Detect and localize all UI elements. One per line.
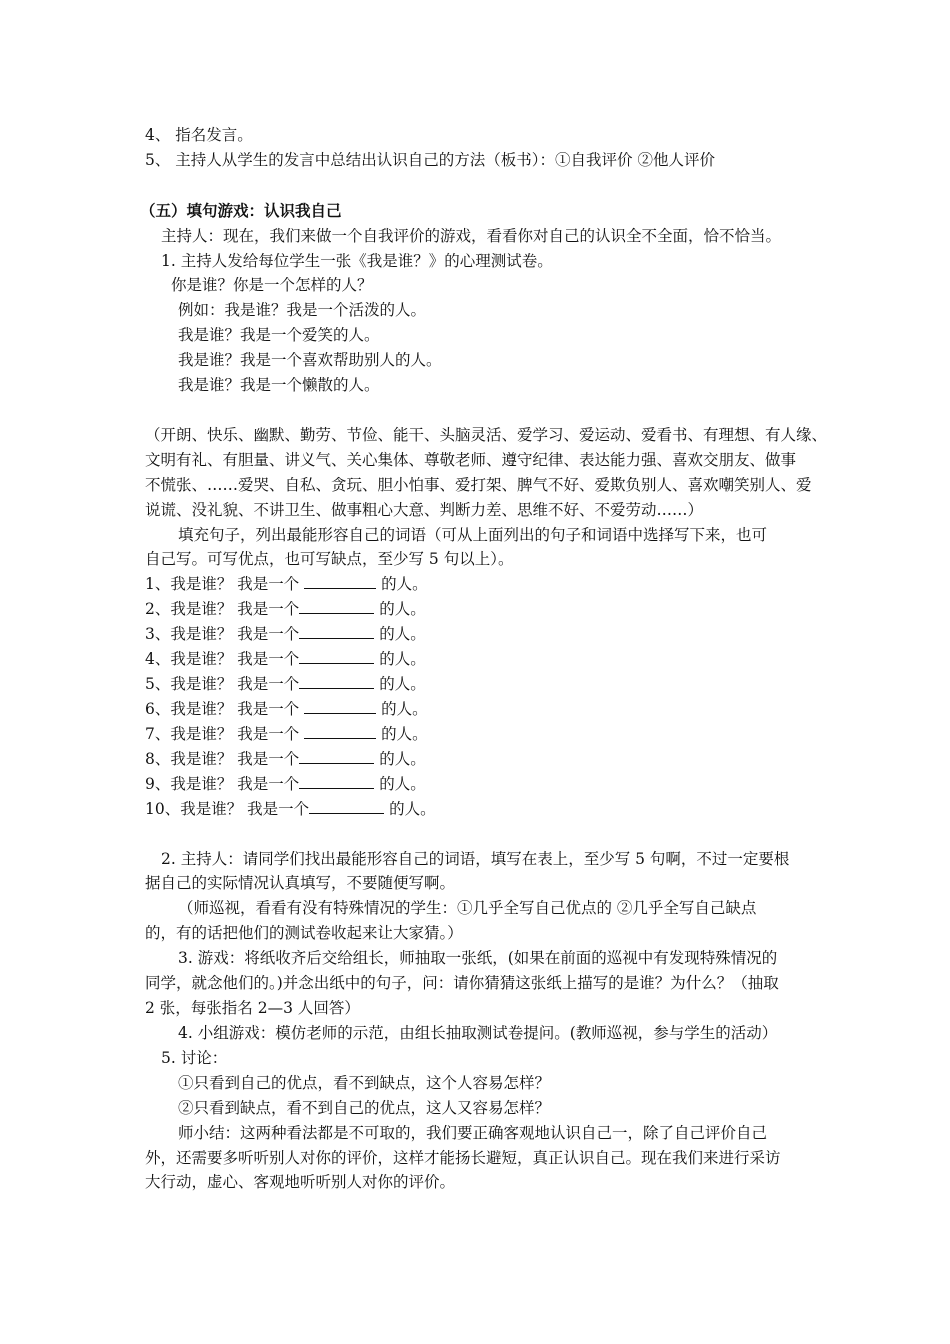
word-list-line: 说谎、没礼貌、不讲卫生、做事粗心大意、判断力差、思维不好、不爱劳动……） <box>145 501 704 519</box>
fill-blank-row <box>145 674 426 694</box>
body-line: ②只看到缺点，看不到自己的优点，这人又容易怎样？ <box>178 1099 551 1117</box>
example-line: 我是谁？我是一个喜欢帮助别人的人。 <box>178 351 442 369</box>
blank-prefix: 9、我是谁？ 我是一个 <box>145 775 300 793</box>
blank-prefix: 3、我是谁？ 我是一个 <box>145 625 300 643</box>
blank-suffix: 的人。 <box>376 575 428 593</box>
fill-blank-row <box>145 624 426 644</box>
body-line: 同学，就念他们的。)并念出纸中的句子，问：请你猜猜这张纸上描写的是谁？为什么？（抽取 <box>145 974 779 992</box>
blank-prefix: 10、我是谁？ 我是一个 <box>145 800 310 818</box>
blank-suffix: 的人。 <box>376 725 428 743</box>
blank-prefix: 6、我是谁？ 我是一个 <box>145 700 305 718</box>
blank-prefix: 5、我是谁？ 我是一个 <box>145 675 300 693</box>
blank-prefix: 2、我是谁？ 我是一个 <box>145 600 300 618</box>
instruction-line: 自己写。可写优点，也可写缺点，至少写 5 句以上）。 <box>145 550 514 568</box>
blank-prefix: 7、我是谁？ 我是一个 <box>145 725 305 743</box>
blank-suffix: 的人。 <box>384 800 436 818</box>
example-line: 我是谁？我是一个爱笑的人。 <box>178 326 380 344</box>
blank-prefix: 8、我是谁？ 我是一个 <box>145 750 300 768</box>
answer-blank[interactable] <box>299 649 374 664</box>
blank-suffix: 的人。 <box>374 675 426 693</box>
answer-blank[interactable] <box>299 624 374 639</box>
body-line: 的，有的话把他们的测试卷收起来让大家猜。） <box>145 924 463 942</box>
example-line: 我是谁？我是一个懒散的人。 <box>178 376 380 394</box>
word-list-line: 文明有礼、有胆量、讲义气、关心集体、尊敬老师、遵守纪律、表达能力强、喜欢交朋友、做事 <box>145 451 797 469</box>
fill-blank-row <box>145 599 426 619</box>
fill-blank-row <box>145 699 428 719</box>
intro-line: 主持人：现在，我们来做一个自我评价的游戏，看看你对自己的认识全不全面，恰不恰当。 <box>161 227 782 245</box>
blank-suffix: 的人。 <box>374 600 426 618</box>
body-line: 4. 小组游戏：模仿老师的示范，由组长抽取测试卷提问。(教师巡视，参与学生的活动） <box>178 1024 778 1042</box>
body-line: 3. 游戏：将纸收齐后交给组长，师抽取一张纸，(如果在前面的巡视中有发现特殊情况的 <box>178 949 778 967</box>
answer-blank[interactable] <box>299 749 374 764</box>
body-line: 据自己的实际情况认真填写，不要随便写啊。 <box>145 874 456 892</box>
answer-blank[interactable] <box>299 599 374 614</box>
body-line: 大行动，虚心、客观地听听别人对你的评价。 <box>145 1173 456 1191</box>
blank-prefix: 1、我是谁？ 我是一个 <box>145 575 305 593</box>
answer-blank[interactable] <box>299 774 374 789</box>
body-line: 师小结：这两种看法都是不可取的，我们要正确客观地认识自己一，除了自己评价自己 <box>178 1124 768 1142</box>
answer-blank[interactable] <box>304 699 376 714</box>
fill-blank-row <box>145 574 428 594</box>
answer-blank[interactable] <box>304 574 376 589</box>
section-title: （五）填句游戏：认识我自己 <box>140 201 342 220</box>
example-line: 例如：我是谁？我是一个活泼的人。 <box>178 301 427 319</box>
fill-blank-row <box>145 724 428 744</box>
word-list-line: 不慌张、……爱哭、自私、贪玩、胆小怕事、爱打架、脾气不好、爱欺负别人、喜欢嘲笑别人、爱 <box>145 476 812 494</box>
answer-blank[interactable] <box>304 724 376 739</box>
list-item: 5、 主持人从学生的发言中总结出认识自己的方法（板书）：①自我评价 ②他人评价 <box>145 151 715 169</box>
instruction-line: 填充句子，列出最能形容自己的词语（可从上面列出的句子和词语中选择写下来，也可 <box>178 526 768 544</box>
fill-blank-row <box>145 749 426 769</box>
body-line: ①只看到自己的优点，看不到缺点，这个人容易怎样？ <box>178 1074 551 1092</box>
blank-suffix: 的人。 <box>374 650 426 668</box>
blank-suffix: 的人。 <box>374 750 426 768</box>
fill-blank-row <box>145 774 426 794</box>
body-line: （师巡视，看看有没有特殊情况的学生：①几乎全写自己优点的 ②几乎全写自己缺点 <box>178 899 757 917</box>
body-line: 2. 主持人：请同学们找出最能形容自己的词语，填写在表上，至少写 5 句啊，不过一定要根 <box>161 850 790 868</box>
answer-blank[interactable] <box>299 674 374 689</box>
answer-blank[interactable] <box>309 799 384 814</box>
body-line: 5. 讨论： <box>161 1049 228 1067</box>
list-item: 4、 指名发言。 <box>145 126 253 144</box>
intro-line: 1. 主持人发给每位学生一张《我是谁？》的心理测试卷。 <box>161 252 553 270</box>
body-line: 外，还需要多听听别人对你的评价，这样才能扬长避短，真正认识自己。现在我们来进行采访 <box>145 1149 781 1167</box>
fill-blank-row <box>145 799 436 819</box>
blank-prefix: 4、我是谁？ 我是一个 <box>145 650 300 668</box>
fill-blank-row <box>145 649 426 669</box>
intro-line: 你是谁？你是一个怎样的人？ <box>171 276 373 294</box>
body-line: 2 张，每张指名 2—3 人回答） <box>145 999 360 1017</box>
blank-suffix: 的人。 <box>374 775 426 793</box>
blank-suffix: 的人。 <box>374 625 426 643</box>
word-list-line: （开朗、快乐、幽默、勤劳、节俭、能干、头脑灵活、爱学习、爱运动、爱看书、有理想、有人缘、 <box>145 426 828 444</box>
blank-suffix: 的人。 <box>376 700 428 718</box>
